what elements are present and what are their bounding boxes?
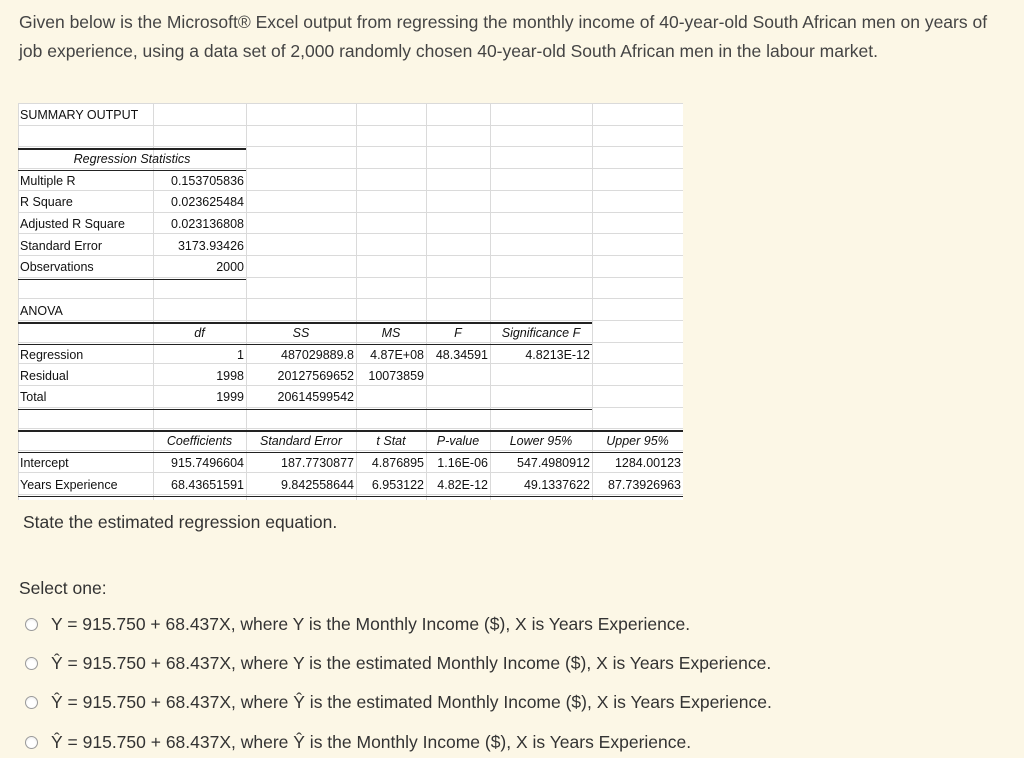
reg-stats-header: Regression Statistics (73, 152, 191, 166)
excel-output-sheet (18, 103, 683, 500)
summary-output-title: SUMMARY OUTPUT (20, 108, 139, 122)
reg-stat-label: R Square (20, 195, 73, 209)
coef-header-p-value: P-value (436, 434, 480, 448)
reg-stat-label: Standard Error (20, 239, 102, 253)
coef-header-upper-95: Upper 95% (606, 434, 669, 448)
coef-upper-95: 1284.00123 (614, 456, 681, 470)
answer-option-3[interactable] (25, 689, 772, 715)
coef-t-stat: 6.953122 (371, 478, 424, 492)
anova-header-ss: SS (292, 326, 310, 340)
reg-stat-value: 0.023625484 (171, 195, 244, 209)
reg-stat-value: 0.023136808 (171, 217, 244, 231)
radio-button[interactable] (25, 696, 38, 709)
coef-std-error: 9.842558644 (281, 478, 354, 492)
coef-t-stat: 4.876895 (371, 456, 424, 470)
anova-ss: 20614599542 (277, 390, 354, 404)
coef-row-label: Years Experience (20, 478, 118, 492)
coef-value: 68.43651591 (171, 478, 244, 492)
radio-button[interactable] (25, 736, 38, 749)
coef-std-error: 187.7730877 (281, 456, 354, 470)
anova-header-f: F (454, 326, 462, 340)
anova-bottom-rule (18, 409, 592, 410)
coef-lower-95: 547.4980912 (517, 456, 590, 470)
reg-stats-bottom-rule (18, 279, 246, 280)
anova-f: 48.34591 (435, 348, 488, 362)
anova-sig-f: 4.8213E-12 (525, 348, 590, 362)
answer-option-text: Ŷ = 915.750 + 68.437X, where Y is the estimated Monthly Income ($), X is Years Experience. (51, 652, 772, 673)
anova-header-ms: MS (381, 326, 401, 340)
coef-bottom-rule (18, 496, 683, 497)
reg-stat-value: 0.153705836 (171, 174, 244, 188)
coef-upper-95: 87.73926963 (608, 478, 681, 492)
coef-header-coefficients: Coefficients (166, 434, 233, 448)
radio-button[interactable] (25, 618, 38, 631)
answer-option-text: Ŷ = 915.750 + 68.437X, where Ŷ is the estimated Monthly Income ($), X is Years Experience. (51, 691, 772, 712)
anova-ss: 487029889.8 (281, 348, 354, 362)
coef-p-value: 1.16E-06 (437, 456, 488, 470)
coef-p-value: 4.82E-12 (437, 478, 488, 492)
reg-stat-value: 2000 (216, 260, 244, 274)
anova-df: 1998 (216, 369, 244, 383)
select-one-label: Select one: (19, 578, 107, 598)
anova-row-label: Total (20, 390, 47, 404)
coef-lower-95: 49.1337622 (523, 478, 590, 492)
anova-df: 1 (237, 348, 244, 362)
anova-row-label: Residual (20, 369, 69, 383)
coef-header-std-error: Standard Error (260, 434, 342, 448)
answer-option-text: Y = 915.750 + 68.437X, where Y is the Monthly Income ($), X is Years Experience. (51, 613, 691, 634)
anova-ms: 10073859 (368, 369, 424, 383)
coef-row-label: Intercept (20, 456, 69, 470)
anova-ss: 20127569652 (277, 369, 354, 383)
anova-df: 1999 (216, 390, 244, 404)
anova-title: ANOVA (20, 304, 63, 318)
coef-value: 915.7496604 (171, 456, 244, 470)
answer-option-text: Ŷ = 915.750 + 68.437X, where Ŷ is the Monthly Income ($), X is Years Experience. (51, 731, 692, 752)
anova-header-sig-f: Significance F (501, 326, 581, 340)
anova-row-label: Regression (20, 348, 84, 362)
coef-header-t-stat: t Stat (376, 434, 406, 448)
anova-ms: 4.87E+08 (370, 348, 424, 362)
reg-stat-value: 3173.93426 (177, 239, 244, 253)
reg-stat-label: Observations (20, 260, 94, 274)
question-prompt: State the estimated regression equation. (23, 512, 338, 532)
answer-option-2[interactable] (25, 650, 771, 676)
anova-header-df: df (194, 326, 205, 340)
question-intro: Given below is the Microsoft® Excel output from regressing the monthly income of 40-year-old South African men on years of job experience, using a data set of 2,000 randomly chosen 40-year-old South African men in the labour market. (19, 12, 988, 61)
reg-stat-label: Multiple R (20, 174, 76, 188)
answer-option-4[interactable] (25, 729, 691, 755)
coef-header-lower-95: Lower 95% (509, 434, 573, 448)
reg-stat-label: Adjusted R Square (20, 217, 125, 231)
answer-option-1[interactable] (25, 611, 690, 637)
radio-button[interactable] (25, 657, 38, 670)
